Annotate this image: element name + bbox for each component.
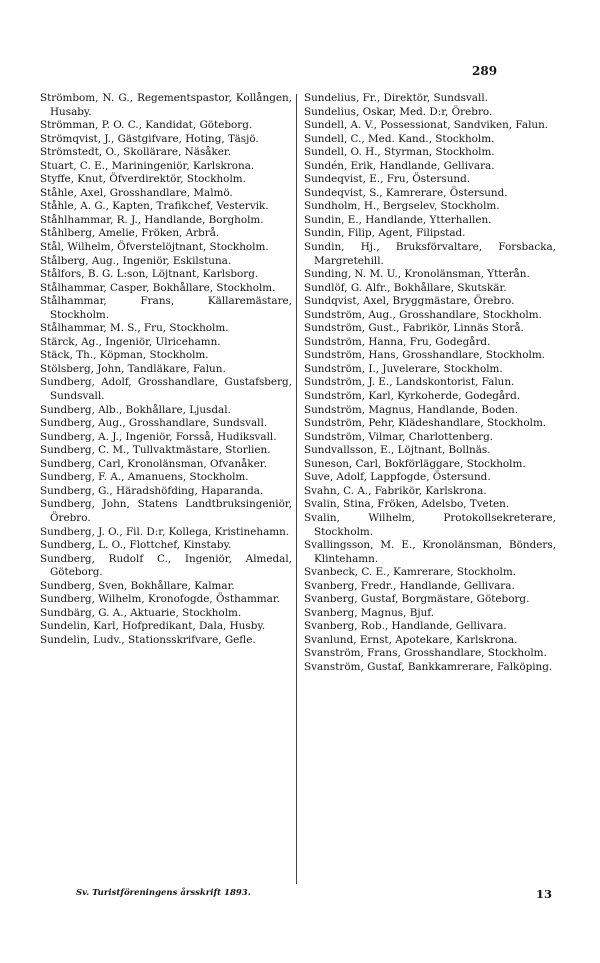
directory-entry: Sundström, Hans, Grosshandlare, Stockholm. <box>304 349 545 362</box>
directory-entry: Sundberg, John, Statens Landtbruksingeniör, Örebro. <box>40 498 292 524</box>
directory-entry: Sundberg, Carl, Kronolänsman, Ofvanåker. <box>40 457 267 470</box>
directory-entry: Stålberg, Aug., Ingeniör, Eskilstuna. <box>40 254 232 267</box>
directory-entry: Strömqvist, J., Gästgifvare, Hoting, Täsjö. <box>40 132 259 145</box>
directory-entry: Sundström, Aug., Grosshandlare, Stockholm. <box>304 308 542 321</box>
directory-entry: Svanberg, Magnus, Bjuf. <box>304 606 435 619</box>
right-column <box>304 92 556 675</box>
directory-entry: Ståhlberg, Amelie, Fröken, Arbrå. <box>40 227 220 240</box>
directory-entry: Suve, Adolf, Lappfogde, Östersund. <box>304 471 491 484</box>
directory-entry: Sundström, I., Juvelerare, Stockholm. <box>304 362 503 375</box>
directory-entry: Svanberg, Fredr., Handlande, Gellivara. <box>304 579 515 592</box>
directory-entry: Stärck, Ag., Ingeniör, Ulricehamn. <box>40 335 221 348</box>
directory-entry: Sundström, Karl, Kyrkoherde, Godegård. <box>304 390 521 403</box>
directory-entry: Sundin, Filip, Agent, Filipstad. <box>304 227 466 240</box>
directory-entry: Sundberg, L. O., Flottchef, Kinstaby. <box>40 539 232 552</box>
directory-entry: Sundelius, Oskar, Med. D:r, Örebro. <box>304 105 493 118</box>
directory-entry: Sundvallsson, E., Löjtnant, Bollnäs. <box>304 444 491 457</box>
directory-entry: Strömman, P. O. C., Kandidat, Göteborg. <box>40 119 253 132</box>
left-column <box>40 92 292 647</box>
directory-entry: Svalin, Stina, Fröken, Adelsbo, Tveten. <box>304 498 510 511</box>
directory-entry: Sundberg, J. O., Fil. D:r, Kollega, Kristinehamn. <box>40 525 290 538</box>
directory-entry: Svallingsson, M. E., Kronolänsman, Bönders, Klintehamn. <box>304 539 556 565</box>
directory-entry: Ståhle, Axel, Grosshandlare, Malmö. <box>40 186 233 199</box>
directory-entry: Sundström, Hanna, Fru, Godegård. <box>304 335 491 348</box>
directory-entry: Sundin, E., Handlande, Ytterhallen. <box>304 213 492 226</box>
directory-entry: Styffe, Knut, Öfverdirektör, Stockholm. <box>40 173 246 186</box>
directory-entry: Sundeqvist, S., Kamrerare, Östersund. <box>304 186 508 199</box>
directory-entry: Sundberg, F. A., Amanuens, Stockholm. <box>40 471 249 484</box>
directory-entry: Svanström, Gustaf, Bankkamrerare, Falköping. <box>304 660 553 673</box>
directory-entry: Sundström, Magnus, Handlande, Boden. <box>304 403 519 416</box>
directory-entry: Svanberg, Gustaf, Borgmästare, Göteborg. <box>304 593 530 606</box>
directory-entry: Sundberg, Rudolf C., Ingeniör, Almedal, Göteborg. <box>40 552 292 579</box>
directory-entry: Sundqvist, Axel, Bryggmästare, Örebro. <box>304 295 515 308</box>
directory-entry: Sundell, O. H., Styrman, Stockholm. <box>304 146 495 159</box>
column-divider <box>296 94 297 884</box>
footer-signature-mark: 13 <box>535 887 552 901</box>
directory-entry: Sundström, Vilmar, Charlottenberg. <box>304 430 494 443</box>
directory-entry: Stuart, C. E., Mariningeniör, Karlskrona. <box>40 159 255 172</box>
directory-entry: Sundelius, Fr., Direktör, Sundsvall. <box>304 92 488 104</box>
directory-entry: Ståhle, A. G., Kapten, Trafikchef, Vestervik. <box>40 200 269 213</box>
directory-entry: Sundlöf, G. Alfr., Bokhållare, Skutskär. <box>304 281 507 294</box>
directory-entry: Sundelin, Karl, Hofpredikant, Dala, Husby. <box>40 620 266 633</box>
directory-entry: Svahn, C. A., Fabrikör, Karlskrona. <box>304 484 487 497</box>
directory-entry: Sundelin, Ludv., Stationsskrifvare, Gefle. <box>40 633 256 646</box>
directory-entry: Sundén, Erik, Handlande, Gellivara. <box>304 159 495 172</box>
directory-entry: Svanström, Frans, Grosshandlare, Stockholm. <box>304 647 547 660</box>
directory-entry: Ståhlhammar, R. J., Handlande, Borgholm. <box>40 213 264 226</box>
page-number: 289 <box>472 64 498 78</box>
directory-entry: Sundin, Hj., Bruksförvaltare, Forsbacka, Margretehill. <box>304 241 556 267</box>
directory-entry: Sundberg, G., Häradshöfding, Haparanda. <box>40 484 264 497</box>
directory-entry: Sundberg, Alb., Bokhållare, Ljusdal. <box>40 403 231 416</box>
directory-entry: Stålfors, B. G. L:son, Löjtnant, Karlsborg. <box>40 268 259 281</box>
directory-entry: Sundholm, H., Bergselev, Stockholm. <box>304 200 500 213</box>
directory-entry: Stålhammar, Frans, Källaremästare, Stockholm. <box>40 295 292 321</box>
directory-entry: Stölsberg, John, Tandläkare, Falun. <box>40 362 226 375</box>
directory-entry: Stålhammar, Casper, Bokhållare, Stockholm. <box>40 281 276 294</box>
directory-entry: Suneson, Carl, Bokförläggare, Stockholm. <box>304 457 526 470</box>
directory-entry: Svalin, Wilhelm, Protokollsekreterare, Stockholm. <box>304 511 556 538</box>
directory-entry: Sundeqvist, E., Fru, Östersund. <box>304 173 471 186</box>
directory-entry: Stäck, Th., Köpman, Stockholm. <box>40 349 209 362</box>
page-footer <box>76 887 552 901</box>
directory-entry: Sundell, C., Med. Kand., Stockholm. <box>304 132 495 145</box>
directory-entry: Svanlund, Ernst, Apotekare, Karlskrona. <box>304 633 518 646</box>
directory-entry: Strömbom, N. G., Regementspastor, Kollången, Husaby. <box>40 92 292 118</box>
footer-journal-title: Sv. Turistföreningens årsskrift 1893. <box>76 888 251 898</box>
directory-entry: Sundberg, A. J., Ingeniör, Forsså, Hudiksvall. <box>40 430 277 443</box>
directory-entry: Sundberg, Aug., Grosshandlare, Sundsvall. <box>40 417 268 430</box>
directory-columns <box>40 92 578 892</box>
directory-entry: Stålhammar, M. S., Fru, Stockholm. <box>40 322 229 335</box>
directory-entry: Sundell, A. V., Possessionat, Sandviken, Falun. <box>304 119 549 132</box>
directory-entry: Svanberg, Rob., Handlande, Gellivara. <box>304 620 507 633</box>
directory-entry: Sundberg, Sven, Bokhållare, Kalmar. <box>40 579 235 592</box>
directory-entry: Sundström, Pehr, Klädeshandlare, Stockholm. <box>304 417 547 430</box>
directory-entry: Strömstedt, O., Skollärare, Näsåker. <box>40 146 232 159</box>
directory-entry: Sundberg, C. M., Tullvaktmästare, Storlien. <box>40 444 271 457</box>
directory-entry: Sundbärg, G. A., Aktuarie, Stockholm. <box>40 606 242 619</box>
directory-entry: Sundberg, Wilhelm, Kronofogde, Östhammar. <box>40 593 280 606</box>
directory-entry: Svanbeck, C. E., Kamrerare, Stockholm. <box>304 566 516 579</box>
directory-entry: Sundström, J. E., Landskontorist, Falun. <box>304 376 515 389</box>
directory-entry: Sunding, N. M. U., Kronolänsman, Ytterån. <box>304 268 530 281</box>
directory-entry: Stål, Wilhelm, Öfverstelöjtnant, Stockholm. <box>40 241 269 254</box>
directory-entry: Sundberg, Adolf, Grosshandlare, Gustafsberg, Sundsvall. <box>40 376 292 403</box>
directory-entry: Sundström, Gust., Fabrikör, Linnäs Storå. <box>304 322 524 335</box>
